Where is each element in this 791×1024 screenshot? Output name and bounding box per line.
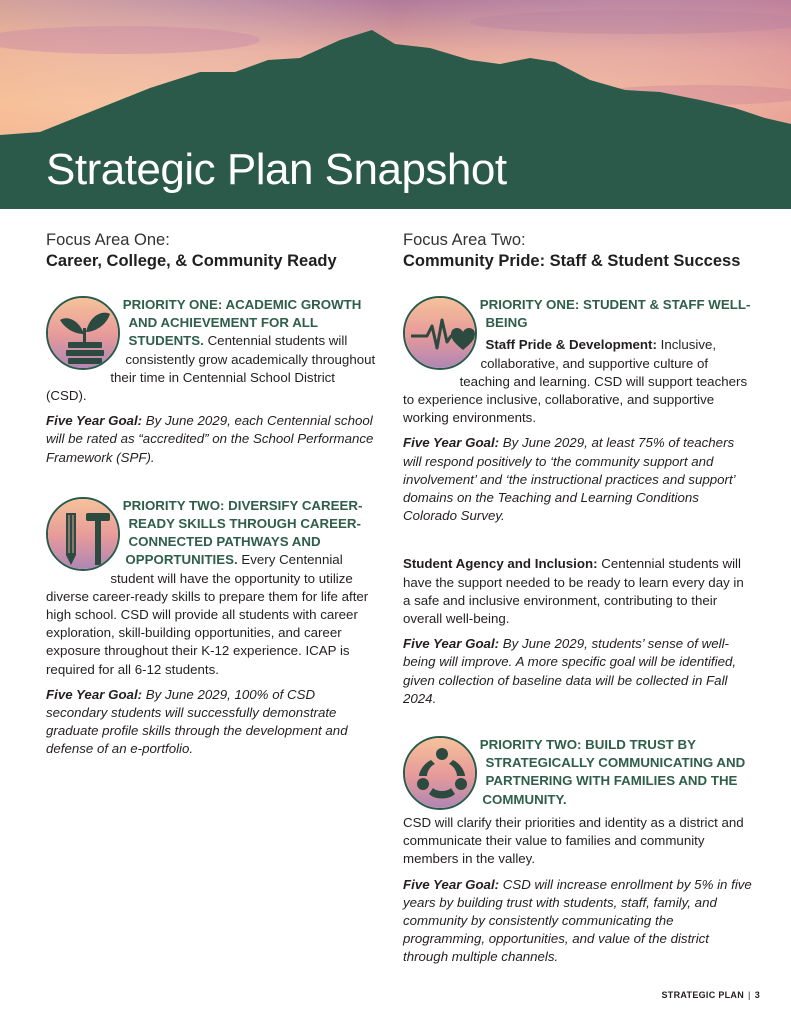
page-footer [662,990,761,1000]
page-title: Strategic Plan Snapshot [46,145,507,194]
footer-separator: | [748,990,751,1000]
focus-area-one [46,230,376,759]
heartbeat-icon [403,296,477,370]
goal-label: Five Year Goal: [46,686,143,702]
goal-text: By June 2029, 100% of CSD secondary students will successfully demonstrate graduate profile skills through the development and defense of an e-portfolio. [46,686,348,757]
goal-label: Five Year Goal: [46,413,143,429]
priority-heading: PRIORITY ONE: ACADEMIC GROWTH AND ACHIEVEMENT FOR ALL STUDENTS. [122,297,362,349]
community-circle-icon [403,736,477,810]
sub-label: Staff Pride & Development: [485,337,657,353]
priority-block [46,296,376,467]
footer-label: STRATEGIC PLAN [661,990,745,1000]
sub-body: Inclusive, collaborative, and supportive culture of teaching and learning. CSD will support teachers to experience inclusive, collaborative, and supportive working environments. [403,337,748,426]
priority-heading: PRIORITY TWO: BUILD TRUST BY STRATEGICALLY COMMUNICATING AND PARTNERING WITH FAMILIES AND THE COMMUNITY. [479,737,746,807]
pencil-hammer-icon [46,497,120,571]
header-banner [0,0,791,209]
five-year-goal [46,686,376,759]
priority-body: Every Centennial student will have the opportunity to utilize diverse career-ready skills to prepare them for life after high school. CSD will provide all students with career exploration, skill-building opportunities, and career exposure throughout their K-12 experience. ICAP is required for all 6-12 students. [46,552,369,677]
page-number: 3 [754,990,760,1000]
plant-books-icon [46,296,120,370]
sub-body: Centennial students will have the support needed to be ready to learn every day in a safe and inclusive environment, contributing to their overall well-being. [403,556,744,627]
five-year-goal [403,434,753,525]
priority-block [403,296,753,708]
priority-block [46,497,376,759]
five-year-goal [403,635,753,708]
goal-text: By June 2029, each Centennial school will be rated as “accredited” on the School Performance Framework (SPF). [46,413,374,465]
focus-area-kicker: Focus Area Two: [403,231,526,249]
priority-body: Centennial students will consistently grow academically throughout their time in Centennial School District (CSD). [46,333,376,404]
priority-heading: PRIORITY TWO: DIVERSIFY CAREER-READY SKILLS THROUGH CAREER-CONNECTED PATHWAYS AND OPPORTUNITIES. [122,497,363,568]
focus-area-kicker: Focus Area One: [46,231,170,249]
goal-text: CSD will increase enrollment by 5% in five years by building trust with students, staff, family, and community by consistently communicating the programming, opportunities, and value of the district through multiple channels. [403,876,752,965]
goal-label: Five Year Goal: [403,636,500,652]
sub-label: Student Agency and Inclusion: [403,556,598,572]
goal-label: Five Year Goal: [403,435,500,451]
priority-heading: PRIORITY ONE: STUDENT & STAFF WELL-BEING [479,297,751,331]
focus-area-title: Community Pride: Staff & Student Success [403,252,741,270]
priority-body: CSD will clarify their priorities and identity as a district and communicate their value to families and community members in the valley. [403,815,744,867]
focus-area-title: Career, College, & Community Ready [46,252,337,270]
goal-label: Five Year Goal: [403,876,500,892]
goal-text: By June 2029, at least 75% of teachers will respond positively to ‘the community support and involvement’ and ‘the instructional practices and support’ domains on the Teaching and Learning Conditions Colorado Survey. [403,435,735,524]
priority-block [403,736,753,967]
focus-area-two [403,230,753,967]
goal-text: By June 2029, students’ sense of well-being will improve. A more specific goal will be identified, given collection of baseline data will be collected in Fall 2024. [403,636,737,706]
five-year-goal [403,876,753,967]
five-year-goal [46,412,376,467]
